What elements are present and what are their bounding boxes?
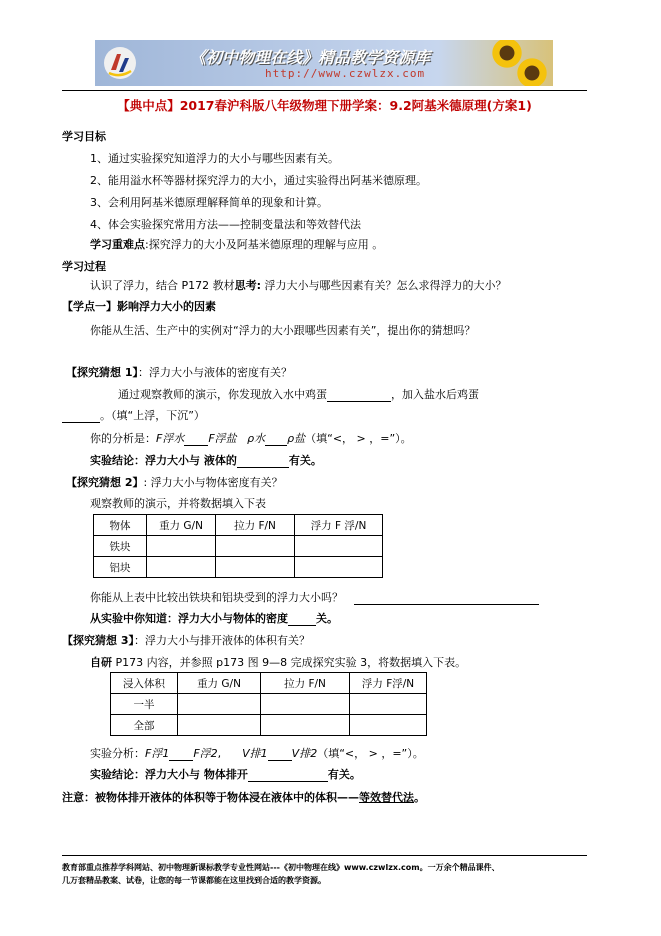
fill-hint: （填“<， > ，=”）。: [317, 747, 424, 760]
observation-text: ，加入盐水后鸡蛋: [391, 388, 479, 401]
footer: [62, 861, 500, 887]
answer-blank[interactable]: [288, 613, 316, 626]
point-one-heading: 【学点一】影响浮力大小的因素: [62, 300, 216, 313]
observation-text: 通过观察教师的演示，你发现放入水中鸡蛋: [118, 388, 327, 401]
rho-water: ρ水: [247, 432, 266, 445]
banner-title: 《初中物理在线》精品教学资源库: [190, 48, 431, 67]
note: [62, 789, 425, 805]
header-banner: [95, 40, 553, 86]
table-cell[interactable]: [261, 694, 350, 715]
table-cell[interactable]: [147, 557, 216, 578]
table-header: 重力 G/N: [178, 673, 261, 694]
table-cell[interactable]: [178, 715, 261, 736]
goal-item: 1、通过实验探究知道浮力的大小与哪些因素有关。: [90, 152, 339, 165]
conclusion-text: 实验结论：浮力大小与 液体的: [90, 454, 237, 467]
answer-blank[interactable]: [169, 748, 193, 761]
table-cell[interactable]: [216, 536, 295, 557]
intro-think: 思考:: [234, 279, 262, 292]
guess-one-conclusion: [90, 452, 322, 468]
guess-one-observation: [118, 386, 479, 402]
analysis-label: 你的分析是：: [90, 432, 156, 445]
row-label: 铝块: [94, 557, 147, 578]
footer-line: 教育部重点推荐学科网站、初中物理新课标教学专业性网站---《初中物理在线》www.czwlzx.com。一万余个精品课件、: [62, 863, 500, 872]
guess-one-text: ：浮力大小与液体的密度有关？: [137, 366, 292, 379]
row-label: 全部: [111, 715, 178, 736]
row-label: 铁块: [94, 536, 147, 557]
table-header: 浸入体积: [111, 673, 178, 694]
conclusion-text: 有关。: [288, 454, 322, 467]
process-intro: [90, 277, 507, 293]
footer-rule: [62, 855, 587, 856]
key-points-text: :探究浮力的大小及阿基米德原理的理解与应用 。: [145, 238, 384, 251]
guess-one-fill: [62, 407, 205, 423]
guess-three-label: 【探究猜想 3】: [62, 634, 134, 647]
guess-two-label: 【探究猜想 2】: [66, 476, 144, 489]
analysis-label: 实验分析：: [90, 747, 145, 760]
point-one-question: 你能从生活、生产中的实例对“浮力的大小跟哪些因素有关”，提出你的猜想吗？: [90, 324, 476, 337]
goal-item: 4、体会实验探究常用方法——控制变量法和等效替代法: [90, 218, 361, 231]
answer-blank[interactable]: [327, 389, 391, 402]
answer-blank[interactable]: [248, 769, 328, 782]
intro-text: 认识了浮力，结合 P172 教材: [90, 279, 235, 292]
v-displaced-2: V排2: [291, 747, 318, 760]
fill-hint: 。（填“上浮，下沉”）: [100, 409, 205, 422]
guess-three-study: [90, 654, 466, 670]
footer-line: 几万套精品教案、试卷，让您的每一节课都能在这里找到合适的教学资源。: [62, 876, 326, 885]
guess-three-analysis: 实验分析：F浮1 F浮2, V排1 V排2（填“<， > ，=”）。: [90, 747, 424, 760]
volume-table: [110, 672, 427, 736]
table-row: [111, 715, 427, 736]
answer-blank[interactable]: [237, 455, 289, 468]
table-header: 拉力 F/N: [216, 515, 295, 536]
table-row: [94, 557, 383, 578]
study-label: 自研: [90, 656, 112, 669]
note-end: 。: [414, 791, 425, 804]
question-text: 你能从上表中比较出铁块和铝块受到的浮力大小吗？: [90, 591, 343, 604]
key-points: [90, 236, 383, 252]
key-points-label: 学习重难点: [90, 238, 145, 251]
answer-blank[interactable]: [62, 410, 100, 423]
density-table: [93, 514, 383, 578]
header-rule: [62, 90, 587, 91]
table-cell[interactable]: [147, 536, 216, 557]
guess-three: [62, 632, 310, 648]
table-cell[interactable]: [350, 715, 427, 736]
f-buoy-1: F浮1: [145, 747, 170, 760]
guess-one-label: 【探究猜想 1】: [66, 366, 138, 379]
table-cell[interactable]: [295, 536, 383, 557]
intro-question: 浮力大小与哪些因素有关？怎么求得浮力的大小？: [261, 279, 507, 292]
table-row: [111, 694, 427, 715]
answer-blank[interactable]: [184, 433, 208, 446]
rho-salt: ρ盐: [287, 432, 306, 445]
guess-two: [66, 474, 283, 490]
goal-item: 2、能用溢水杯等器材探究浮力的大小，通过实验得出阿基米德原理。: [90, 174, 427, 187]
table-row: [94, 536, 383, 557]
site-logo-icon: [103, 46, 137, 80]
guess-one: [66, 364, 292, 380]
table-header-row: [94, 515, 383, 536]
goal-item: 3、会利用阿基米德原理解释简单的现象和计算。: [90, 196, 328, 209]
table-header: 浮力 F 浮/N: [295, 515, 383, 536]
table-cell[interactable]: [350, 694, 427, 715]
f-salt: F浮盐: [208, 432, 237, 445]
guess-two-conclusion: [90, 610, 338, 626]
table-header-row: [111, 673, 427, 694]
guess-three-conclusion: [90, 766, 361, 782]
conclusion-text: 有关。: [327, 768, 361, 781]
f-water: F浮水: [156, 432, 185, 445]
guess-one-analysis: [90, 430, 412, 446]
table-cell[interactable]: [216, 557, 295, 578]
process-heading: 学习过程: [62, 260, 106, 273]
fill-hint: （填“<， > ，=”）。: [305, 432, 412, 445]
guess-three-text: ：浮力大小与排开液体的体积有关？: [133, 634, 310, 647]
table-header: 浮力 F浮/N: [350, 673, 427, 694]
table-cell[interactable]: [261, 715, 350, 736]
table-header: 重力 G/N: [147, 515, 216, 536]
banner-url[interactable]: http://www.czwlzx.com: [265, 67, 426, 80]
study-text: P173 内容，并参照 p173 图 9—8 完成探究实验 3，将数据填入下表。: [112, 656, 467, 669]
guess-two-observe: 观察教师的演示，并将数据填入下表: [90, 497, 266, 510]
guess-two-text: : 浮力大小与物体密度有关？: [143, 476, 283, 489]
table-header: 拉力 F/N: [261, 673, 350, 694]
answer-blank[interactable]: [265, 433, 287, 446]
answer-blank[interactable]: [268, 748, 292, 761]
sunflower-icon: [515, 56, 549, 86]
conclusion-text: 实验结论：浮力大小与 物体排开: [90, 768, 248, 781]
goals-heading: 学习目标: [62, 130, 106, 143]
answer-blank[interactable]: [354, 592, 539, 605]
v-displaced-1: V排1: [242, 747, 268, 760]
page-title: 【典中点】2017春沪科版八年级物理下册学案：9.2阿基米德原理(方案1): [117, 98, 532, 113]
row-label: 一半: [111, 694, 178, 715]
f-buoy-2: F浮2: [193, 747, 218, 760]
table-cell[interactable]: [178, 694, 261, 715]
table-cell[interactable]: [295, 557, 383, 578]
conclusion-text: 从实验中你知道：浮力大小与物体的密度: [90, 612, 288, 625]
conclusion-text: 关。: [316, 612, 338, 625]
table-header: 物体: [94, 515, 147, 536]
note-text: 注意：被物体排开液体的体积等于物体浸在液体中的体积——: [62, 791, 359, 804]
guess-two-question: [90, 589, 539, 605]
note-method: 等效替代法: [359, 791, 414, 804]
